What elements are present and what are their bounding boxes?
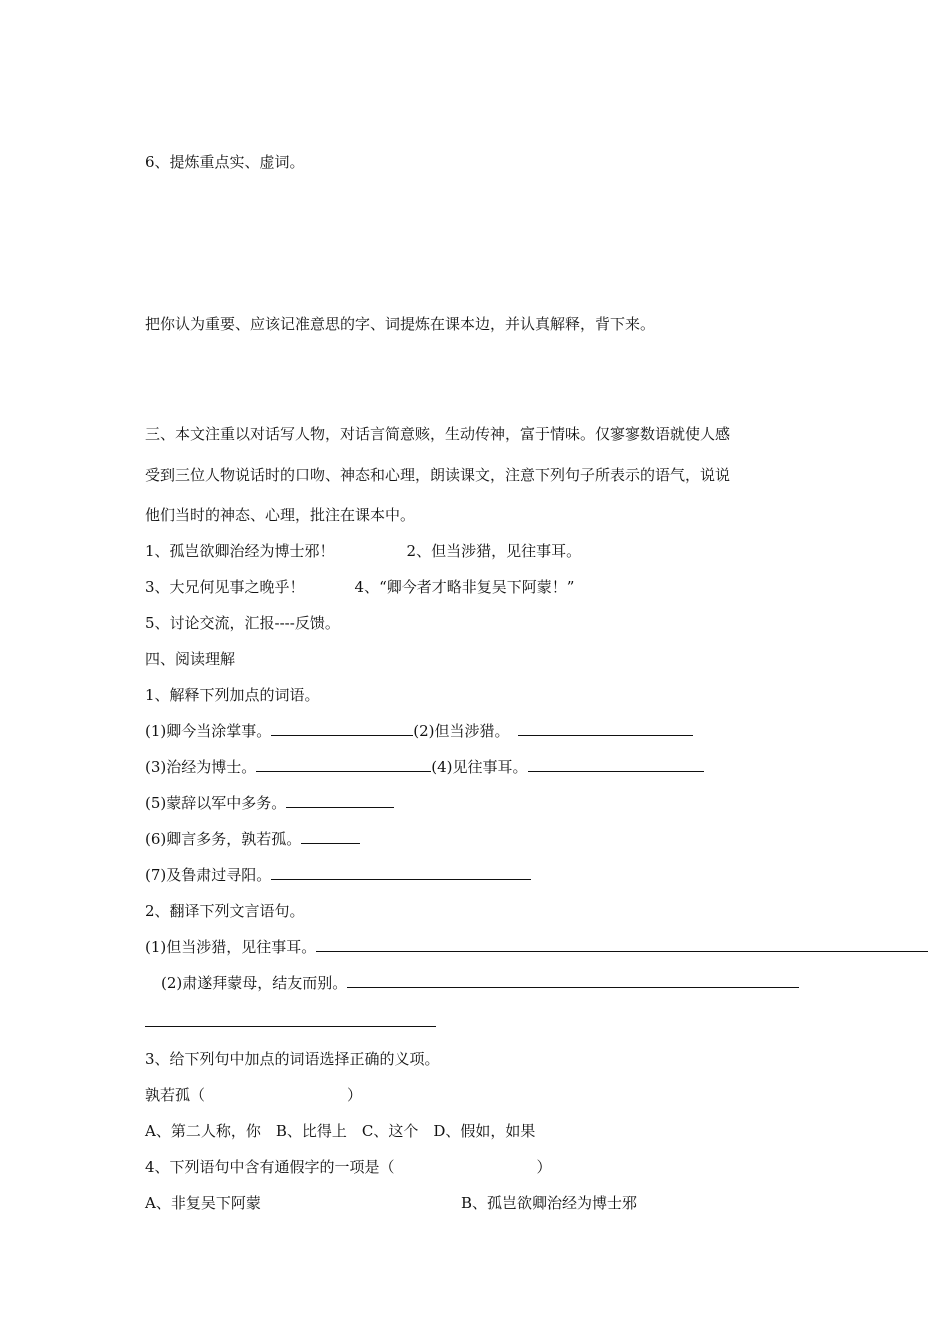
answer-blank[interactable]: [271, 865, 531, 880]
answer-blank[interactable]: [518, 721, 693, 736]
item-5: 5、讨论交流，汇报----反馈。: [145, 614, 340, 632]
instruction-text: 把你认为重要、应该记准意思的字、词提炼在课本边，并认真解释，背下来。: [145, 315, 656, 333]
sentence-1: 1、孤岂欲卿治经为博士邪！: [145, 542, 335, 560]
answer-blank[interactable]: [528, 757, 704, 772]
answer-blank[interactable]: [271, 721, 413, 736]
sentence-4: 4、“卿今者才略非复吴下阿蒙！”: [354, 578, 575, 596]
question-4-option-b: B、孤岂欲卿治经为博士邪: [461, 1194, 638, 1212]
sentence-row-1: [145, 541, 581, 561]
question-3: 3、给下列句中加点的词语选择正确的义项。: [145, 1050, 440, 1068]
question-4: [145, 1157, 552, 1177]
answer-blank[interactable]: [145, 1012, 436, 1027]
question-1-row-4: [145, 829, 360, 849]
question-1-row-1: [145, 721, 693, 741]
q1-item-6: (6)卿言多务，孰若孤。: [145, 830, 302, 848]
q1-item-4: (4)见往事耳。: [431, 758, 528, 776]
q1-item-3: (3)治经为博士。: [145, 758, 257, 776]
q1-item-1: (1)卿今当涂掌事。: [145, 722, 272, 740]
question-2-continuation: [145, 1012, 436, 1032]
answer-blank[interactable]: [301, 829, 360, 844]
q4-paren-close: ）: [536, 1158, 552, 1176]
item-6: 6、提炼重点实、虚词。: [145, 153, 305, 171]
question-1-row-3: [145, 793, 394, 813]
answer-blank[interactable]: [316, 937, 928, 952]
section-3-line-1: 三、本文注重以对话写人物，对话言简意赅，生动传神，富于情味。仅寥寥数语就使人感: [145, 425, 731, 443]
question-2: 2、翻译下列文言语句。: [145, 902, 305, 920]
sentence-3: 3、大兄何见事之晚乎！: [145, 578, 305, 596]
section-4-heading: 四、阅读理解: [145, 650, 236, 668]
question-3-prompt: [145, 1085, 362, 1105]
section-3-line-3: 他们当时的神态、心理，批注在课本中。: [145, 506, 416, 524]
question-2-row-2: [161, 973, 799, 993]
sentence-2: 2、但当涉猎，见往事耳。: [406, 542, 582, 560]
q3-paren-close: ）: [347, 1086, 363, 1104]
question-3-options: A、第二人称，你 B、比得上 C、这个 D、假如，如果: [145, 1122, 536, 1140]
q1-item-7: (7)及鲁肃过寻阳。: [145, 866, 272, 884]
q4-stem: 4、下列语句中含有通假字的一项是（: [145, 1158, 395, 1176]
answer-blank[interactable]: [286, 793, 394, 808]
question-4-option-a: A、非复吴下阿蒙: [145, 1194, 261, 1212]
q1-item-2: (2)但当涉猎。: [413, 722, 510, 740]
q3-stem: 孰若孤（: [145, 1086, 206, 1104]
sentence-row-2: [145, 577, 574, 597]
question-1-row-2: [145, 757, 704, 777]
question-1-row-5: [145, 865, 531, 885]
answer-blank[interactable]: [256, 757, 431, 772]
answer-blank[interactable]: [347, 973, 799, 988]
q2-item-1: (1)但当涉猎，见往事耳。: [145, 938, 317, 956]
q1-item-5: (5)蒙辞以军中多务。: [145, 794, 287, 812]
section-3-line-2: 受到三位人物说话时的口吻、神态和心理，朗读课文，注意下列句子所表示的语气，说说: [145, 466, 731, 484]
question-1: 1、解释下列加点的词语。: [145, 686, 320, 704]
question-2-row-1: [145, 937, 928, 957]
q2-item-2: (2)肃遂拜蒙母，结友而别。: [161, 974, 348, 992]
